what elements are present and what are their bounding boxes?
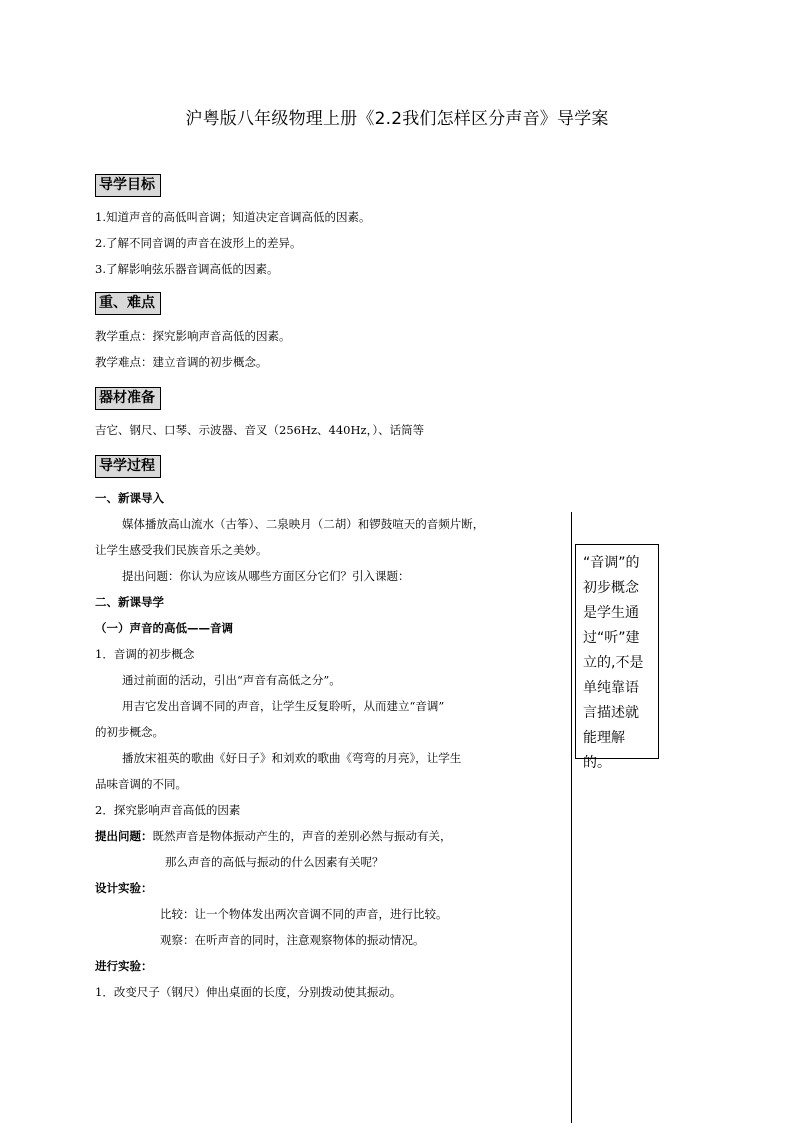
paragraph-4a: 用吉它发出音调不同的声音，让学生反复聆听，从而建立“音调” <box>122 699 445 713</box>
margin-divider <box>571 512 572 1123</box>
materials-list: 吉它、钢尺、口琴、示波器、音叉（256Hz、440Hz，）、话筒等 <box>95 423 425 437</box>
question-line-1 <box>95 829 452 844</box>
key-point-1: 教学重点：探究影响声音高低的因素。 <box>95 329 291 343</box>
paragraph-3: 通过前面的活动，引出“声音有高低之分”。 <box>122 673 341 687</box>
goal-item-1: 1.知道声音的高低叫音调；知道决定音调高低的因素。 <box>95 210 371 224</box>
side-note: “音调”的初步概念是学生通过“听”建立的,不是单纯靠语言描述就能理解的。 <box>575 544 659 759</box>
item-explore-factors: 2．探究影响声音高低的因素 <box>95 803 241 817</box>
goal-item-3: 3.了解影响弦乐器音调高低的因素。 <box>95 262 279 276</box>
page-title: 沪粤版八年级物理上册《2.2我们怎样区分声音》导学案 <box>185 109 609 129</box>
heading-key-points: 重、难点 <box>95 292 161 315</box>
design-observe: 观察：在听声音的同时，注意观察物体的振动情况。 <box>160 933 425 947</box>
question-text-b: 那么声音的高低与振动的什么因素有关呢？ <box>165 855 384 869</box>
paragraph-5b: 品味音调的不同。 <box>95 777 187 791</box>
subsection-pitch: （一）声音的高低——音调 <box>95 621 233 635</box>
section-guide: 二、新课导学 <box>95 595 164 609</box>
experiment-label: 进行实验： <box>95 959 153 973</box>
section-intro: 一、新课导入 <box>95 491 164 505</box>
goal-item-2: 2.了解不同音调的声音在波形上的差异。 <box>95 236 302 250</box>
heading-goals: 导学目标 <box>95 174 161 197</box>
question-label: 提出问题： <box>95 829 153 843</box>
paragraph-5a: 播放宋祖英的歌曲《好日子》和刘欢的歌曲《弯弯的月亮》，让学生 <box>122 751 462 765</box>
intro-paragraph-1b: 让学生感受我们民族音乐之美妙。 <box>95 543 268 557</box>
intro-paragraph-1a: 媒体播放高山流水（古筝）、二泉映月（二胡）和锣鼓喧天的音频片断， <box>122 517 485 531</box>
design-compare: 比较：让一个物体发出两次音调不同的声音，进行比较。 <box>160 907 448 921</box>
question-text-a: 既然声音是物体振动产生的，声音的差别必然与振动有关， <box>152 829 452 843</box>
heading-materials: 器材准备 <box>95 387 161 410</box>
design-label: 设计实验： <box>95 881 153 895</box>
item-pitch-concept: 1．音调的初步概念 <box>95 647 195 661</box>
key-point-2: 教学难点：建立音调的初步概念。 <box>95 355 268 369</box>
intro-paragraph-2: 提出问题：你认为应该从哪些方面区分它们？引入课题： <box>122 569 410 583</box>
heading-process: 导学过程 <box>95 455 161 478</box>
experiment-step-1: 1．改变尺子（钢尺）伸出桌面的长度，分别拨动使其振动。 <box>95 985 402 999</box>
paragraph-4b: 的初步概念。 <box>95 725 164 739</box>
